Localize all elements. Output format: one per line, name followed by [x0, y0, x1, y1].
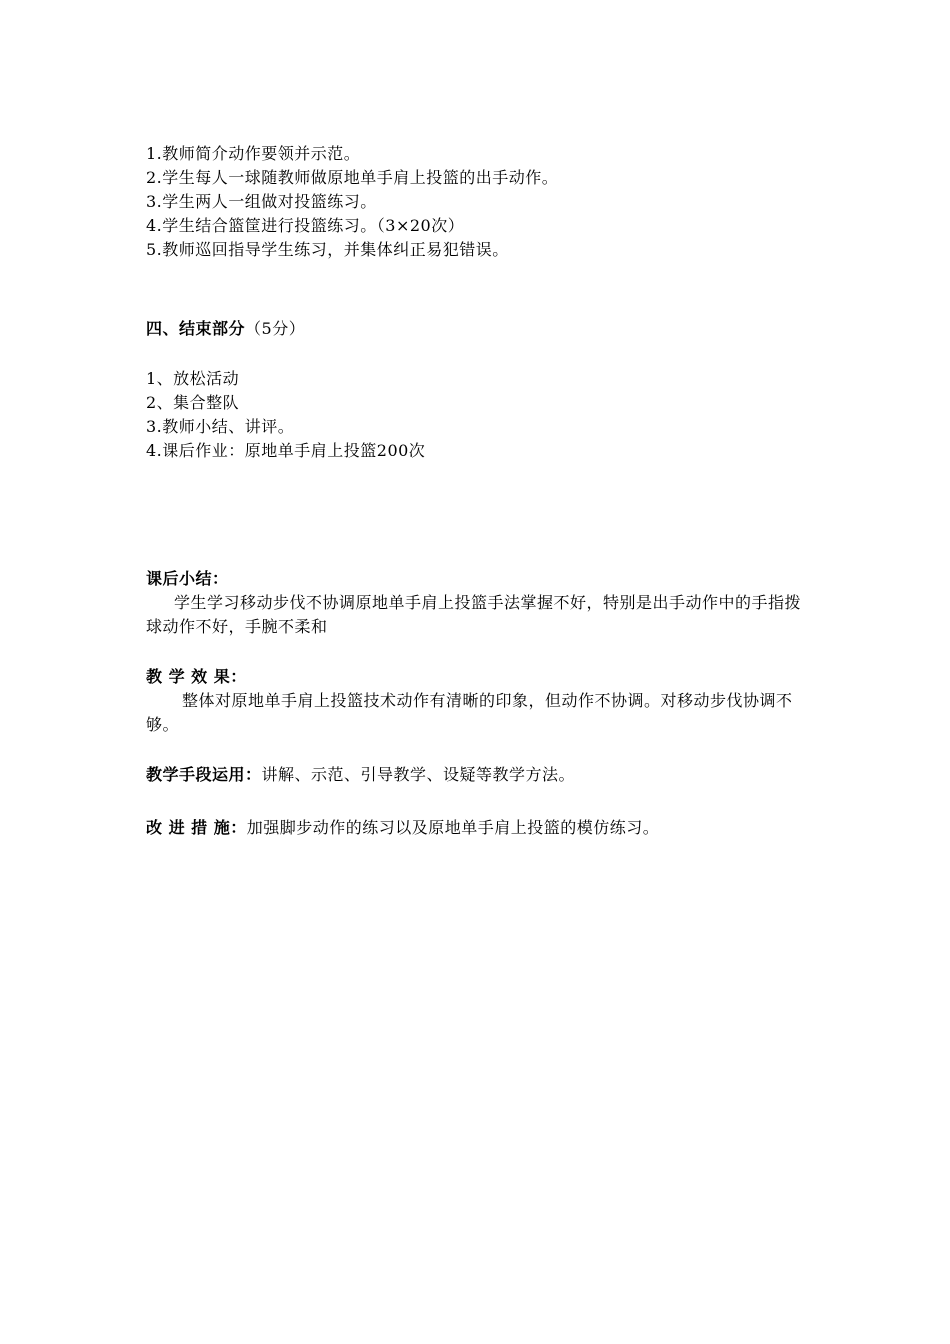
step-1: 1.教师简介动作要领并示范。 — [146, 144, 361, 163]
step-3: 3.学生两人一组做对投篮练习。 — [146, 192, 377, 211]
effect-label: 教 学 效 果： — [146, 667, 247, 686]
improve-label: 改 进 措 施： — [146, 818, 247, 837]
methods-label: 教学手段运用： — [146, 765, 262, 784]
step-4: 4.学生结合篮筐进行投篮练习。（3×20次） — [146, 216, 465, 235]
ending-duration: （5分） — [245, 319, 306, 338]
ending-heading-line — [146, 317, 305, 341]
step-5: 5.教师巡回指导学生练习，并集体纠正易犯错误。 — [146, 240, 509, 259]
summary-text: 学生学习移动步伐不协调原地单手肩上投篮手法掌握不好，特别是出手动作中的手指拨球动作不好，手腕不柔和 — [146, 593, 802, 636]
step-2: 2.学生每人一球随教师做原地单手肩上投篮的出手动作。 — [146, 168, 559, 187]
improve-text: 加强脚步动作的练习以及原地单手肩上投篮的模仿练习。 — [246, 818, 660, 837]
ending-item-1: 1、放松活动 — [146, 369, 240, 388]
ending-item-2: 2、集合整队 — [146, 393, 240, 412]
ending-item-3: 3.教师小结、讲评。 — [146, 417, 295, 436]
ending-item-4: 4.课后作业：原地单手肩上投篮200次 — [146, 441, 426, 460]
ending-heading: 四、结束部分 — [146, 319, 246, 338]
effect-text: 整体对原地单手肩上投篮技术动作有清晰的印象，但动作不协调。对移动步伐协调不够。 — [146, 691, 793, 734]
improve-line — [146, 816, 659, 840]
methods-line — [146, 763, 575, 787]
summary-label: 课后小结： — [146, 569, 229, 588]
methods-text: 讲解、示范、引导教学、设疑等教学方法。 — [261, 765, 576, 784]
